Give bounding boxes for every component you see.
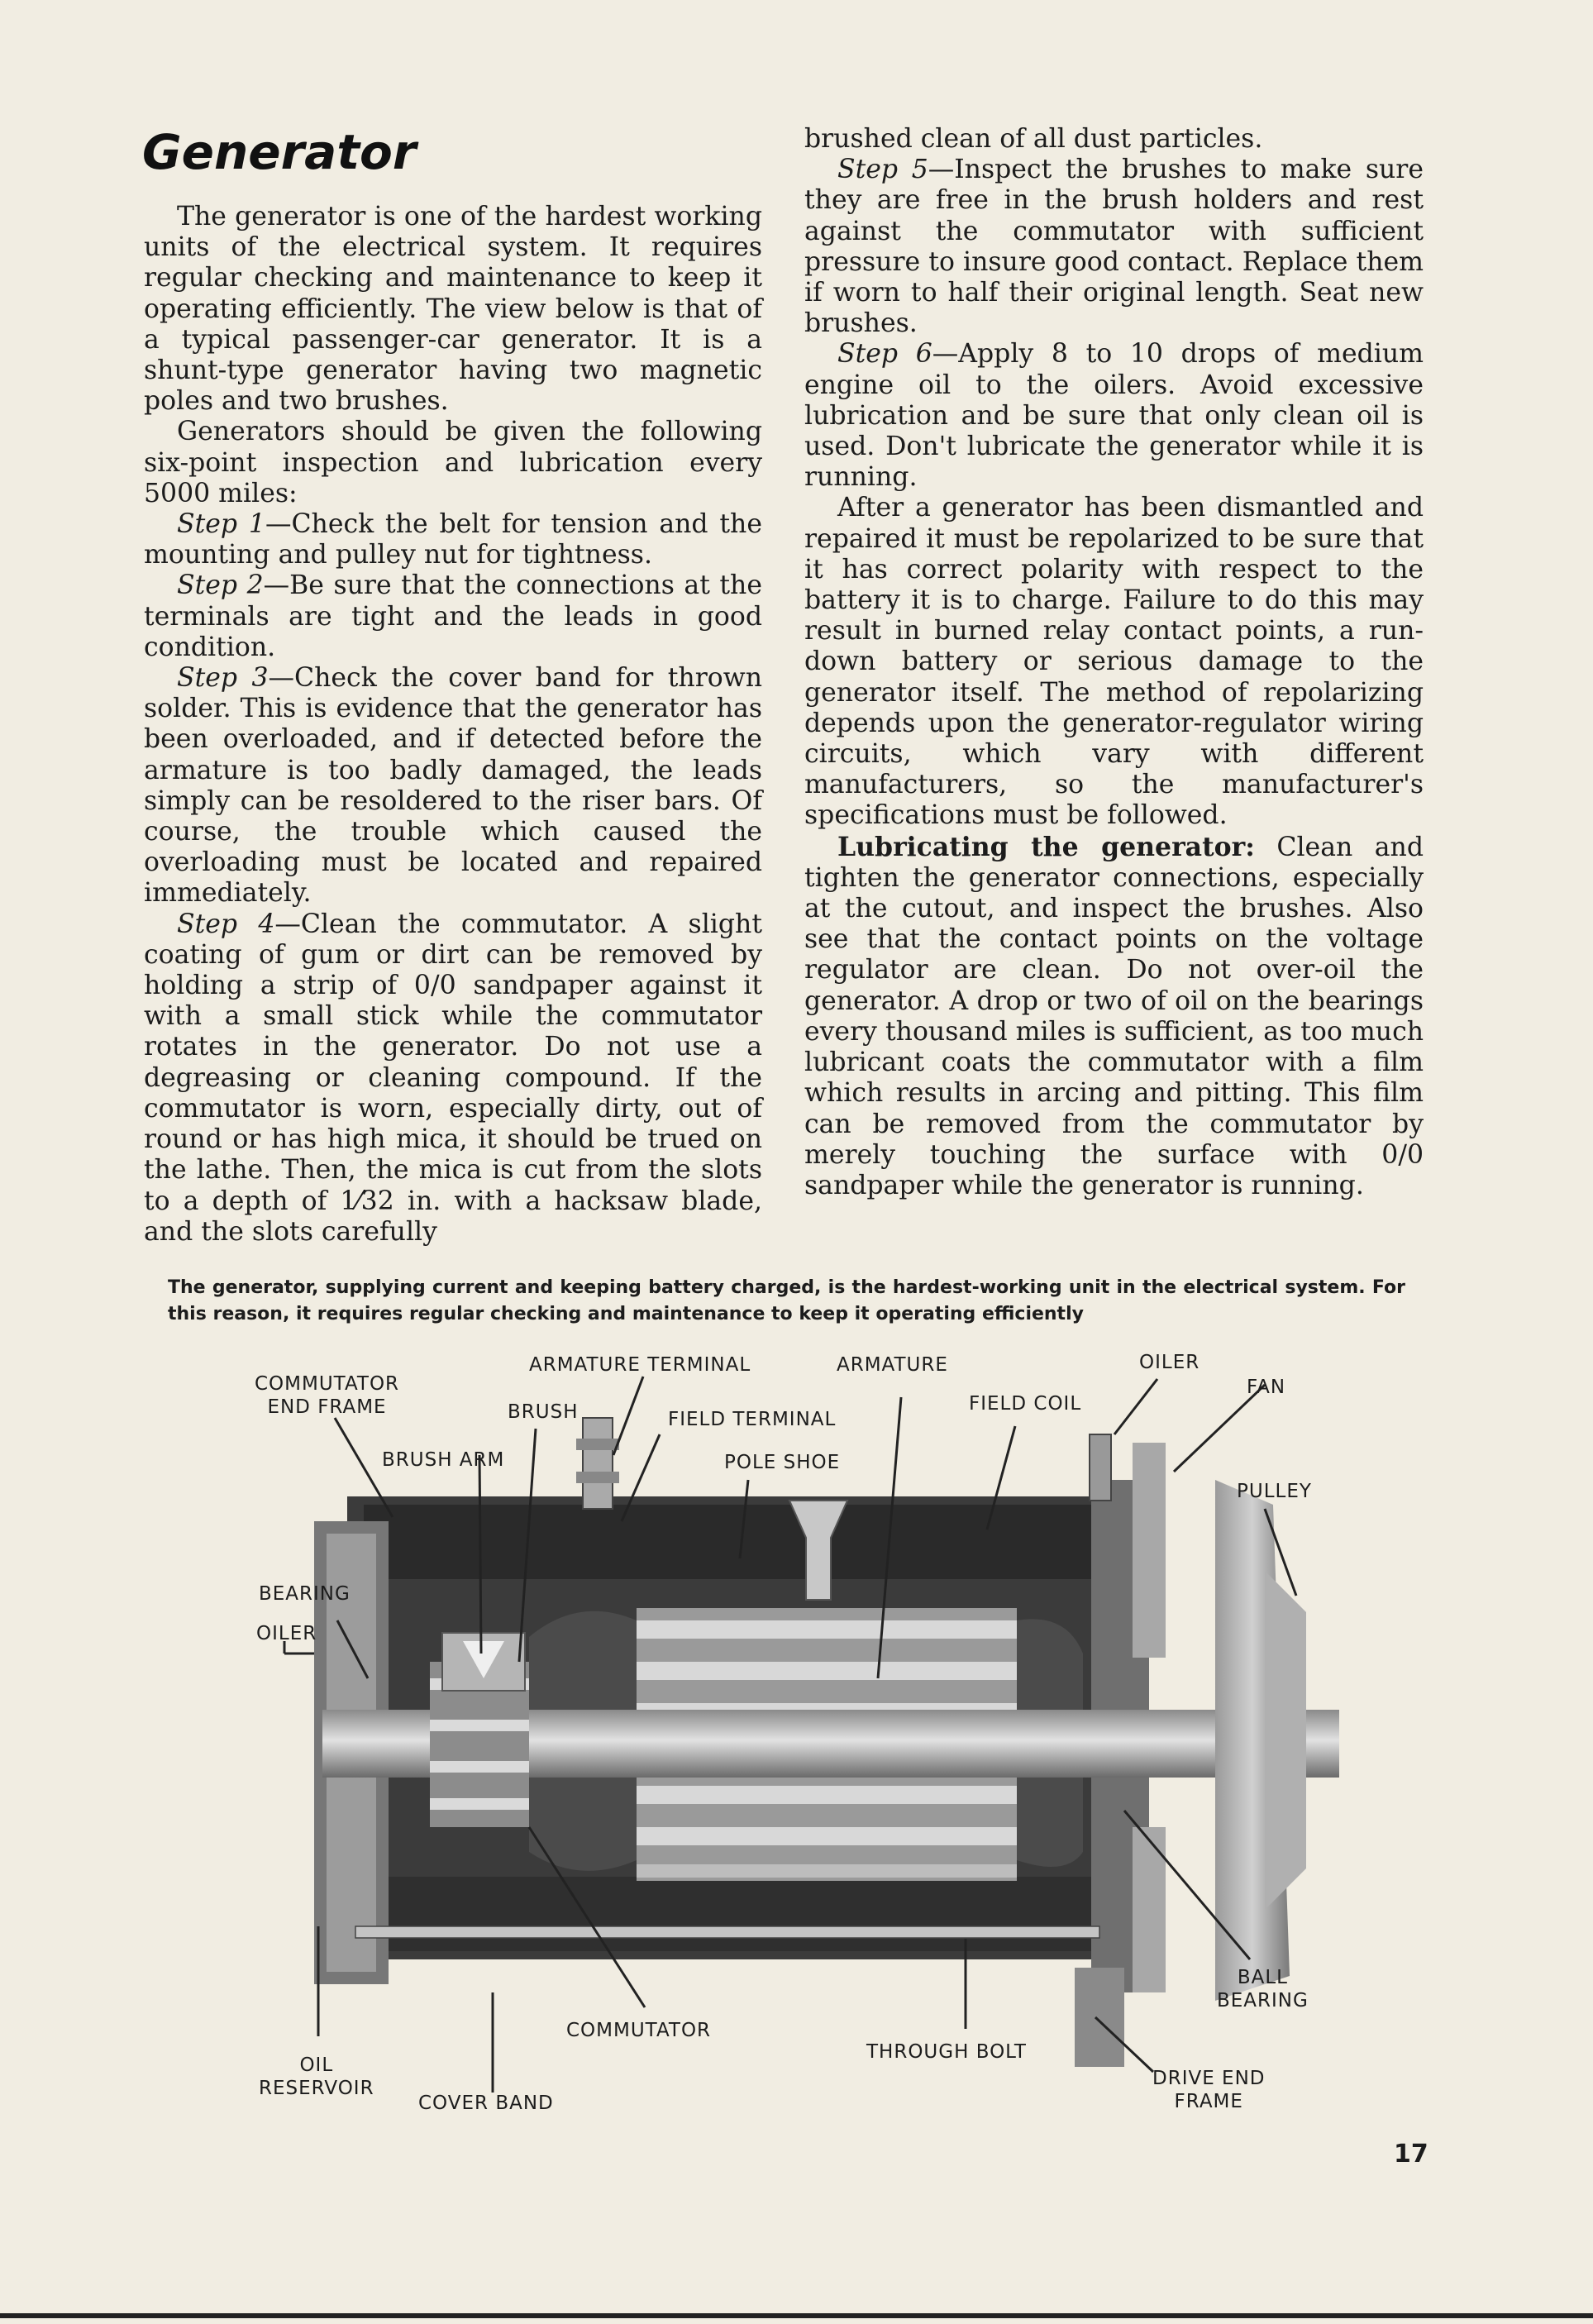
intro-paragraph: The generator is one of the hardest working units of the electrical system. It requires regular checking and maintenance to keep it operating efficiently. The view below is that of a typical passenger-car generator. It is a shunt-type generator having two magnetic poles and two brushes.: [144, 202, 762, 417]
label-armature-terminal: ARMATURE TERMINAL: [529, 1354, 751, 1376]
through-bolt: [355, 1926, 1099, 1938]
step-3-label: Step 3: [177, 663, 269, 694]
label-pole-shoe: POLE SHOE: [724, 1452, 841, 1473]
label-oil-reservoir: OIL RESERVOIR: [259, 2054, 374, 2099]
label-armature: ARMATURE: [837, 1354, 948, 1376]
step-6-text: —Apply 8 to 10 drops of medium engine oil to the oilers. Avoid excessive lubrication and be sure that only clean oil is used. Don't lubricate the generator while it is running.: [804, 339, 1424, 493]
label-bearing: BEARING: [259, 1583, 351, 1605]
bottom-rule: [0, 2313, 1593, 2318]
label-oiler-top: OILER: [1139, 1352, 1200, 1373]
label-oiler-left: OILER: [256, 1623, 317, 1644]
label-brush-arm: BRUSH ARM: [382, 1449, 505, 1471]
step-1-label: Step 1: [177, 509, 265, 540]
label-field-coil: FIELD COIL: [969, 1393, 1082, 1415]
label-brush: BRUSH: [508, 1401, 579, 1423]
step-4-text: —Clean the commutator. A slight coating of gum or dirt can be removed by holding a strip of 0/0 sandpaper against it with a small stick while the commutator rotates in the generator. Do not use a degreasing or cleaning compound. If the commutator is worn, especially dirty, out of round or has high mica, it should be trued on the lathe. Then, the mica is cut from the slots to a depth of 1⁄32 in. with a hacksaw blade, and the slots carefully: [144, 909, 762, 1247]
label-drive-end-frame: DRIVE END FRAME: [1152, 2068, 1266, 2112]
step-2-text: —Be sure that the connections at the terminals are tight and the leads in good condition.: [144, 570, 762, 662]
inspection-intro-paragraph: Generators should be given the following six-point inspection and lubrication every 5000 miles:: [144, 417, 762, 508]
terminal-post: [576, 1418, 619, 1509]
step-5-text: —Inspect the brushes to make sure they are free in the brush holders and rest against the commutator with sufficient pressure to insure good contact. Replace them if worn to half their original length. Seat new brushes.: [804, 155, 1424, 339]
step-1-text: —Check the belt for tension and the mounting and pulley nut for tightness.: [144, 509, 762, 570]
label-field-terminal: FIELD TERMINAL: [668, 1409, 837, 1430]
lubrication-heading: Lubricating the generator:: [837, 831, 1255, 862]
page-number: 17: [1394, 2140, 1428, 2169]
label-pulley: PULLEY: [1237, 1481, 1312, 1502]
label-through-bolt: THROUGH BOLT: [866, 2041, 1027, 2063]
step-2-label: Step 2: [177, 570, 264, 601]
figure-caption: The generator, supplying current and keeping battery charged, is the hardest-working unit in the electrical system. For this reason, it requires regular checking and maintenance to keep it operating efficiently: [168, 1277, 1405, 1324]
label-ball-bearing: BALL BEARING: [1217, 1967, 1309, 2011]
label-commutator: COMMUTATOR: [566, 2020, 712, 2041]
continued-paragraph: brushed clean of all dust particles.: [804, 124, 1263, 154]
label-cover-band: COVER BAND: [418, 2093, 554, 2114]
step-4-label: Step 4: [177, 909, 275, 939]
pulley: [1215, 1480, 1306, 2001]
step-3-text: —Check the cover band for thrown solder. This is evidence that the generator has been overloaded, and if detected before the armature is too badly damaged, the leads simply can be resoldered to the riser bars. Of course, the trouble which caused the overloading must be located and repaired immediately.: [144, 663, 762, 909]
repolarize-paragraph: After a generator has been dismantled and repaired it must be repolarized to be sure that it has correct polarity with respect to the battery it is to charge. Failure to do this may result in burned relay contact points, a run-down battery or serious damage to the generator itself. The method of repolarizing depends upon the generator-regulator wiring circuits, which vary with different manufacturers, so the manufacturer's specifications must be followed.: [804, 493, 1424, 831]
brush-holder: [442, 1633, 525, 1691]
label-fan: FAN: [1247, 1377, 1286, 1398]
lubrication-text: Clean and tighten the generator connections, especially at the cutout, and inspect the brushes. Also see that the contact points on the voltage regulator are clean. Do not over-oil the generator. A drop or two of oil on the bearings every thousand miles is sufficient, as too much lubricant coats the commutator with a film which results in arcing and pitting. This film can be removed from the commutator by merely touching the surface with 0/0 sandpaper while the generator is running.: [804, 832, 1424, 1200]
oiler-cup: [1090, 1434, 1111, 1501]
page-title: Generator: [142, 124, 417, 180]
step-5-label: Step 5: [837, 155, 928, 185]
label-commutator-end-frame: COMMUTATOR END FRAME: [255, 1373, 400, 1418]
step-6-label: Step 6: [837, 339, 932, 370]
